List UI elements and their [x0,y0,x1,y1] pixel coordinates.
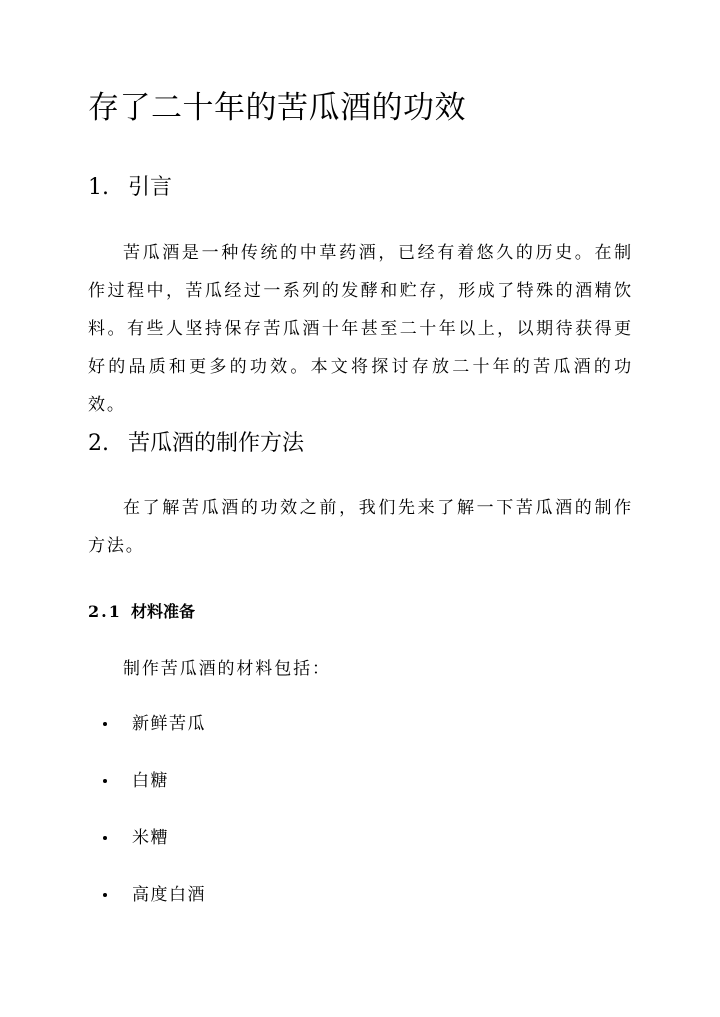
section-title: 苦瓜酒的制作方法 [128,431,305,456]
materials-intro: 制作苦瓜酒的材料包括： [123,659,331,679]
subsection-heading-materials [88,599,195,625]
method-paragraph: 在了解苦瓜酒的功效之前，我们先来了解一下苦瓜酒的制作方法。 [88,498,633,556]
list-item-text: 米糟 [132,828,169,848]
section-number: 1. [88,175,109,200]
introduction-paragraph: 苦瓜酒是一种传统的中草药酒，已经有着悠久的历史。在制作过程中，苦瓜经过一系列的发酵和贮存，形成了特殊的酒精饮料。有些人坚持保存苦瓜酒十年甚至二十年以上，以期待获得更好的品质和更多的功效。本文将探讨存放二十年的苦瓜酒的功效。 [88,243,633,415]
section-heading-introduction [88,172,172,204]
list-item-text: 新鲜苦瓜 [132,714,206,734]
bullet-icon [103,893,107,897]
subsection-title: 材料准备 [131,602,196,621]
section-title: 引言 [128,175,173,200]
document-title: 存了二十年的苦瓜酒的功效 [88,90,466,126]
bullet-icon [103,779,107,783]
subsection-number: 2.1 [88,602,122,621]
section-heading-method [88,428,304,460]
list-item-text: 白糖 [132,771,169,791]
bullet-icon [103,836,107,840]
section-number: 2. [88,431,109,456]
bullet-icon [103,722,107,726]
list-item-text: 高度白酒 [132,885,206,905]
